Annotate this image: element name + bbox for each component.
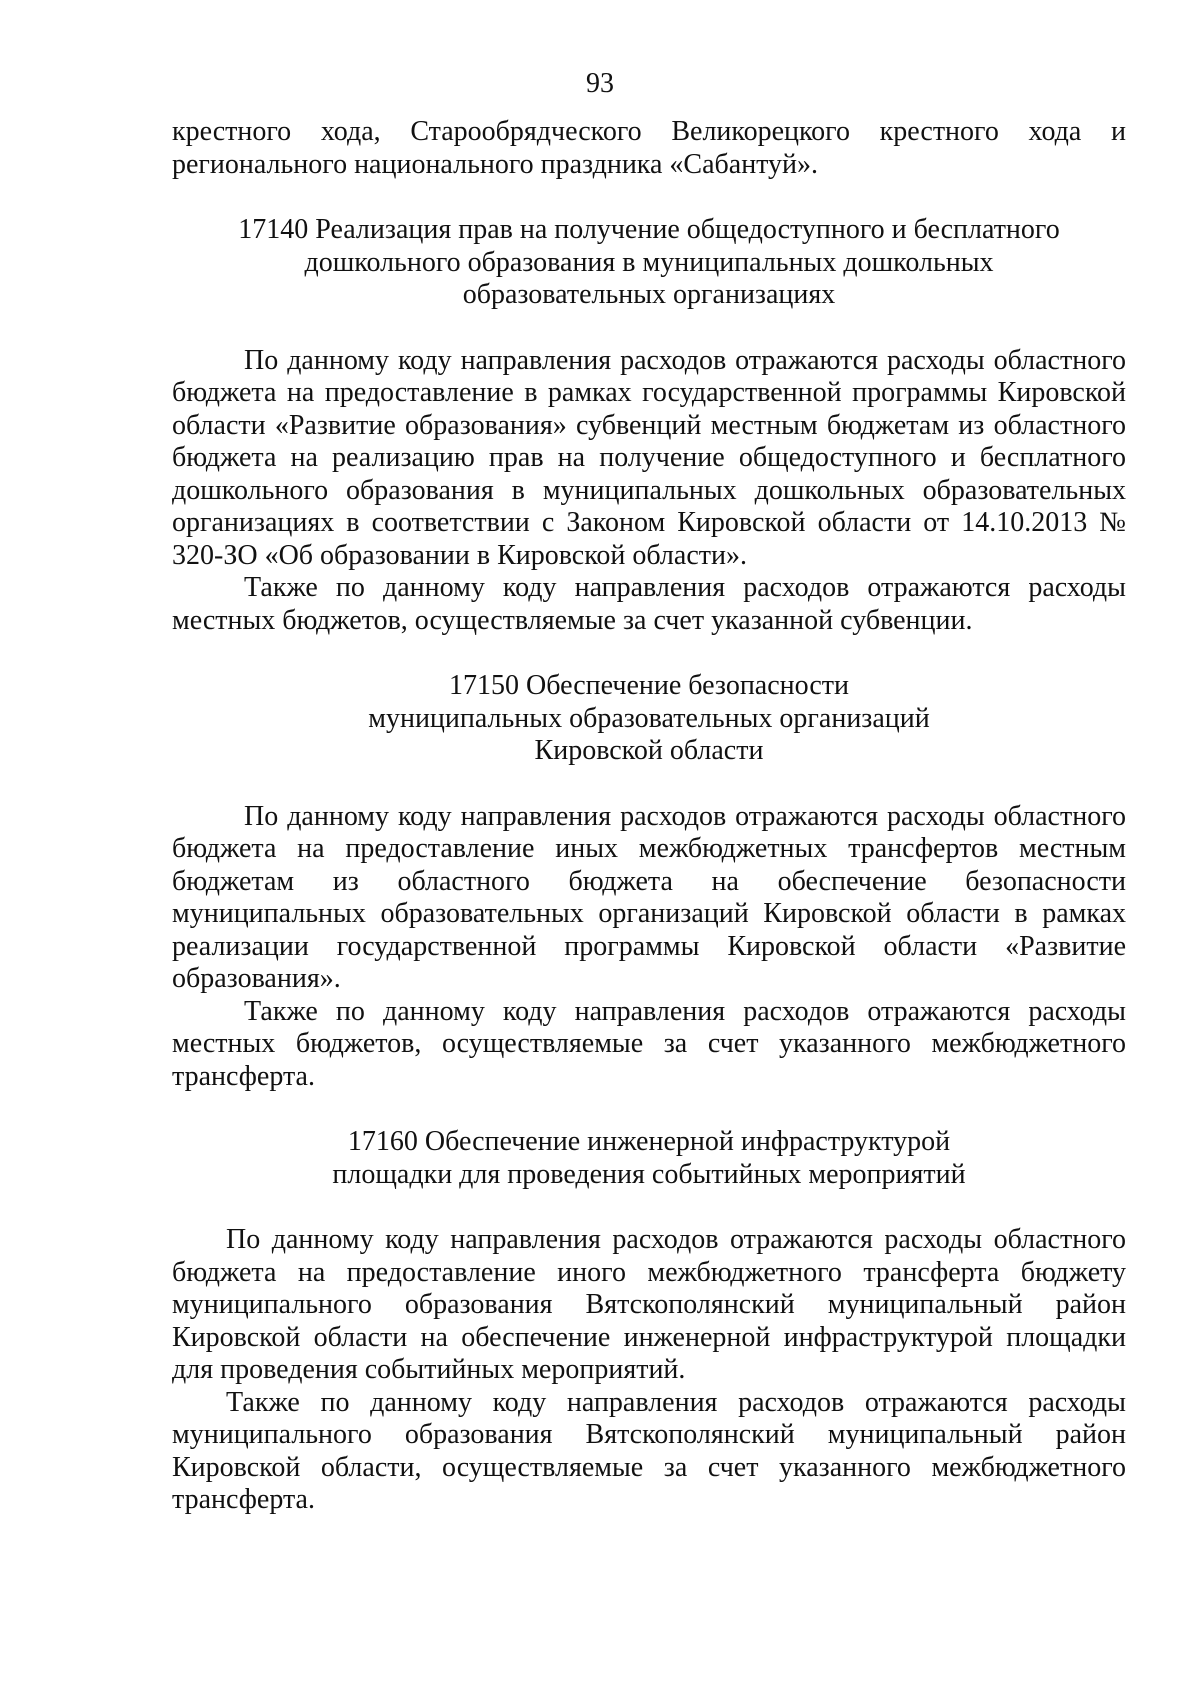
- section-heading-17150: 17150 Обеспечение безопасности муниципальных образовательных организаций Кировской области: [368, 670, 930, 766]
- paragraph-17160-main: По данному коду направления расходов отражаются расходы областного бюджета на предоставление иного межбюджетного трансферта бюджету муниципального образования Вятскополянский муниципальный район Кировской области на обеспечение инженерной инфраструктурой площадки для проведения событийных мероприятий.: [172, 1224, 1126, 1385]
- paragraph-continuation: крестного хода, Старообрядческого Великорецкого крестного хода и регионального национального праздника «Сабантуй».: [172, 116, 1126, 180]
- paragraph-17150-also: Также по данному коду направления расходов отражаются расходы местных бюджетов, осуществляемые за счет указанного межбюджетного трансферта.: [172, 995, 1126, 1092]
- page-number: 93: [586, 68, 614, 99]
- paragraph-17140-also: Также по данному коду направления расходов отражаются расходы местных бюджетов, осуществляемые за счет указанной субвенции.: [172, 572, 1126, 636]
- paragraph-17140-main: По данному коду направления расходов отражаются расходы областного бюджета на предоставление в рамках государственной программы Кировской области «Развитие образования» субвенций местным бюджетам из областного бюджета на реализацию прав на получение общедоступного и бесплатного дошкольного образования в муниципальных дошкольных образовательных организациях в соответствии с Законом Кировской области от 14.10.2013 № 320-ЗО «Об образовании в Кировской области».: [172, 344, 1126, 571]
- section-heading-17140: 17140 Реализация прав на получение общедоступного и бесплатного дошкольного образования в муниципальных дошкольных образовательных организациях: [238, 214, 1060, 310]
- paragraph-17160-also: Также по данному коду направления расходов отражаются расходы муниципального образования Вятскополянский муниципальный район Кировской области, осуществляемые за счет указанного межбюджетного трансферта.: [172, 1386, 1126, 1515]
- document-body: [172, 116, 1126, 1517]
- paragraph-17150-main: По данному коду направления расходов отражаются расходы областного бюджета на предоставление иных межбюджетных трансфертов местным бюджетам из областного бюджета на обеспечение безопасности муниципальных образовательных организаций Кировской области в рамках реализации государственной программы Кировской области «Развитие образования».: [172, 800, 1126, 994]
- section-heading-17160: 17160 Обеспечение инженерной инфраструктурой площадки для проведения событийных мероприятий: [332, 1126, 966, 1190]
